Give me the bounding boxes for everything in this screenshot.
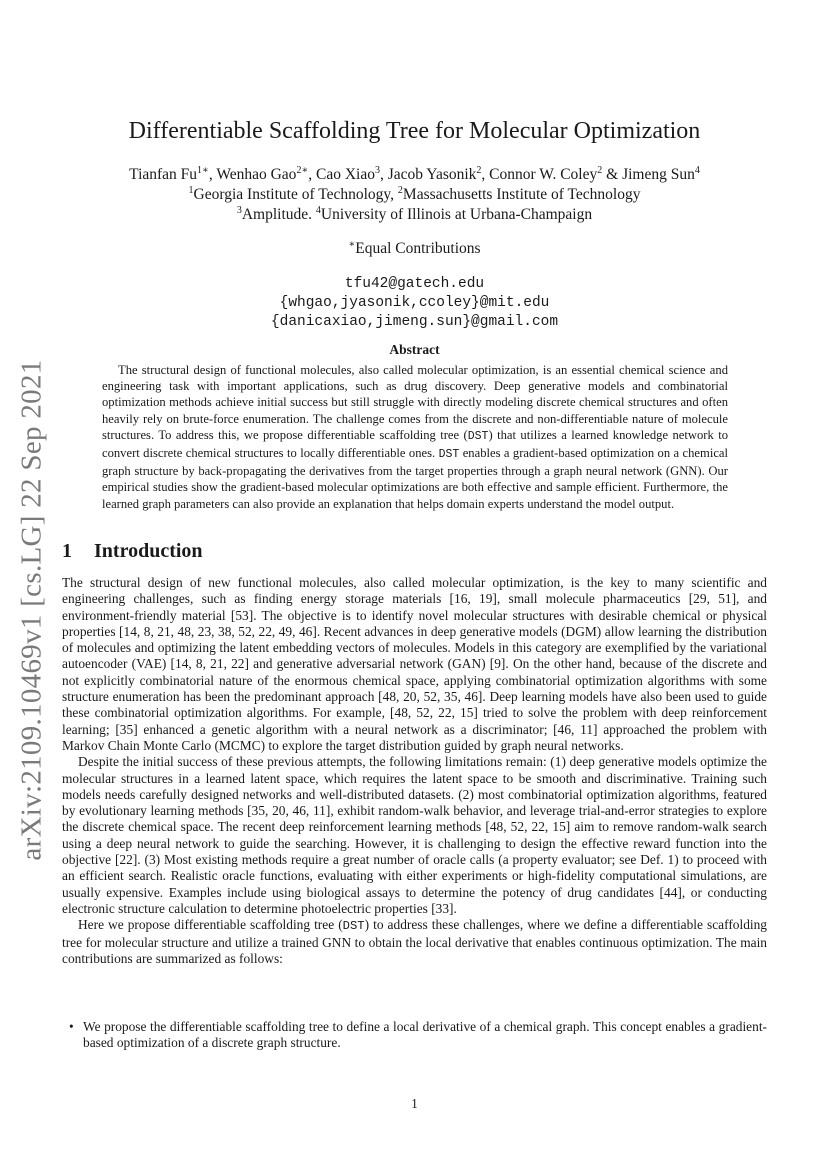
affiliation-mark: 3 — [236, 204, 242, 216]
affiliation-text: Amplitude. — [241, 206, 316, 223]
author-affiliation-mark: 4 — [694, 164, 700, 176]
affiliation-text: Massachusetts Institute of Technology — [402, 186, 641, 203]
bullet-marker: • — [69, 1019, 74, 1034]
paragraph-segment: ) to address these challenges, where we define a differentiable scaffolding tree for molecular structure and utilize a trained GNN to obtain the local derivative that enables continuous optimization. The main contributions are summarized as follows: — [62, 917, 767, 966]
list-item-text: We propose the differentiable scaffolding tree to define a local derivative of a chemical graph. This concept enables a gradient-based optimization of a discrete graph structure. — [83, 1019, 767, 1051]
affiliation-line-1 — [62, 186, 767, 204]
affiliation-text: Georgia Institute of Technology, — [193, 186, 398, 203]
author-name: Tianfan Fu — [129, 166, 198, 183]
paper-title: Differentiable Scaffolding Tree for Molecular Optimization — [128, 118, 701, 144]
equal-contribution-note — [62, 240, 767, 258]
contributions-list — [62, 1019, 767, 1052]
author-affiliation-mark: 2 — [597, 164, 603, 176]
author-list — [62, 166, 767, 184]
author-separator: , — [481, 166, 490, 183]
arxiv-side-stamp — [2, 359, 62, 861]
intro-paragraph-1: The structural design of new functional molecules, also called molecular optimization, is the key to many scientific and engineering challenges, such as finding energy storage materials [16, 19], small molecule pharmaceutics [29, 51], and environment-friendly material [53]. The objective is to identify novel molecular structures with desirable chemical or physical properties [14, 8, 21, 48, 23, 38, 52, 22, 49, 46]. Recent advances in deep generative models (DGM) allow learning the distribution of molecules and optimizing the latent embedding vectors of molecules. Models in this category are exemplified by the variational autoencoder (VAE) [14, 8, 21, 22] and generative adversarial network (GAN) [9]. On the other hand, because of the discrete and not explicitly combinatorial nature of the enormous chemical space, applying combinatorial optimization algorithms with some structure enumeration has been the predominant approach [48, 20, 52, 35, 46]. Deep learning models have also been used to guide these combinatorial optimization algorithms. For example, [48, 52, 22, 15] tried to solve the problem with deep reinforcement learning; [35] enhanced a genetic algorithm with a neural network as a discriminator; [46, 11] approached the problem with Markov Chain Monte Carlo (MCMC) to explore the target distribution guided by graph neural networks. — [62, 575, 767, 753]
author-separator: , — [379, 166, 388, 183]
arxiv-identifier: arXiv:2109.10469v1 [cs.LG] 22 Sep 2021 — [15, 359, 48, 861]
abstract-text — [102, 362, 728, 512]
affiliation-mark: 1 — [188, 184, 194, 196]
author-separator: , — [208, 166, 217, 183]
introduction-body — [62, 575, 767, 967]
author-name: Jimeng Sun — [622, 166, 695, 183]
method-acronym: DST — [467, 429, 489, 443]
email-address: tfu42@gatech.edu — [344, 276, 485, 292]
author-affiliation-mark: 2 — [476, 164, 482, 176]
list-item — [62, 1019, 767, 1052]
author-affiliation-mark: 2∗ — [296, 164, 309, 176]
equal-contribution-mark: ∗ — [348, 238, 356, 250]
affiliation-text: University of Illinois at Urbana-Champaign — [320, 206, 593, 223]
paragraph-segment: Here we propose differentiable scaffolding tree ( — [78, 917, 343, 933]
author-separator: & — [602, 166, 623, 183]
method-acronym: DST — [342, 919, 365, 934]
section-heading — [62, 540, 203, 563]
author-affiliation-mark: 3 — [374, 164, 380, 176]
affiliation-mark: 2 — [397, 184, 403, 196]
author-name: Cao Xiao — [315, 166, 375, 183]
equal-contribution-text: Equal Contributions — [355, 240, 481, 257]
author-name: Wenhao Gao — [216, 166, 297, 183]
email-address: {danicaxiao,jimeng.sun}@gmail.com — [270, 314, 559, 330]
email-address: {whgao,jyasonik,ccoley}@mit.edu — [279, 295, 550, 311]
abstract-segment: The structural design of functional molecules, also called molecular optimization, is an essential chemical science and engineering task with important applications, such as drug discovery. Deep generative models and combinatorial optimization methods achieve initial success but still struggle with directly modeling discrete chemical structures and often heavily rely on brute-force enumeration. The challenge comes from the discrete and non-differentiable nature of molecule structures. To address this, we propose differentiable scaffolding tree ( — [102, 363, 728, 442]
abstract-segment: ) that utilizes a learned knowledge network to convert discrete chemical structures to locally differentiable ones. — [102, 427, 728, 461]
affiliation-mark: 4 — [315, 204, 321, 216]
author-affiliation-mark: 1∗ — [197, 164, 209, 176]
abstract-heading: Abstract — [389, 342, 440, 357]
intro-paragraph-2: Despite the initial success of these previous attempts, the following limitations remain: (1) deep generative models optimize the molecular structures in a learned latent space, which requires the latent space to be smooth and discriminative. Training such models needs carefully designed networks and well-distributed datasets. (2) most combinatorial optimization algorithms, featured by evolutionary learning methods [35, 20, 46, 11], exhibit random-walk behavior, and leverage trial-and-error strategies to explore the discrete chemical space. The recent deep reinforcement learning methods [48, 52, 22, 15] aim to remove random-walk search using a deep neural network to guide the searching. However, it is challenging to design the effective reward function into the objective [22]. (3) Most existing methods require a great number of oracle calls (a property evaluator; see Def. 1) to proceed with an efficient search. Realistic oracle functions, evaluating with either experiments or high-fidelity computational simulations, are usually expensive. Examples include using biological assays to determine the potency of drug candidates [44], or conducting electronic structure calculation to determine photoelectric properties [33]. — [62, 754, 767, 916]
author-separator: , — [308, 166, 316, 183]
affiliation-line-2 — [62, 206, 767, 224]
page-number: 1 — [411, 1096, 418, 1111]
method-acronym: DST — [438, 448, 460, 462]
abstract-segment: enables a gradient-based optimization on a chemical graph structure by back-propagating the derivatives from the target properties through a graph neural network (GNN). Our empirical studies show the gradient-based molecular optimizations are both effective and sample efficient. Furthermore, the learned graph parameters can also provide an explanation that helps domain experts understand the model output. — [102, 446, 728, 511]
section-number: 1 — [62, 540, 72, 562]
section-title: Introduction — [94, 540, 203, 562]
author-name: Connor W. Coley — [489, 166, 598, 183]
intro-paragraph-3 — [62, 917, 767, 967]
author-name: Jacob Yasonik — [387, 166, 477, 183]
